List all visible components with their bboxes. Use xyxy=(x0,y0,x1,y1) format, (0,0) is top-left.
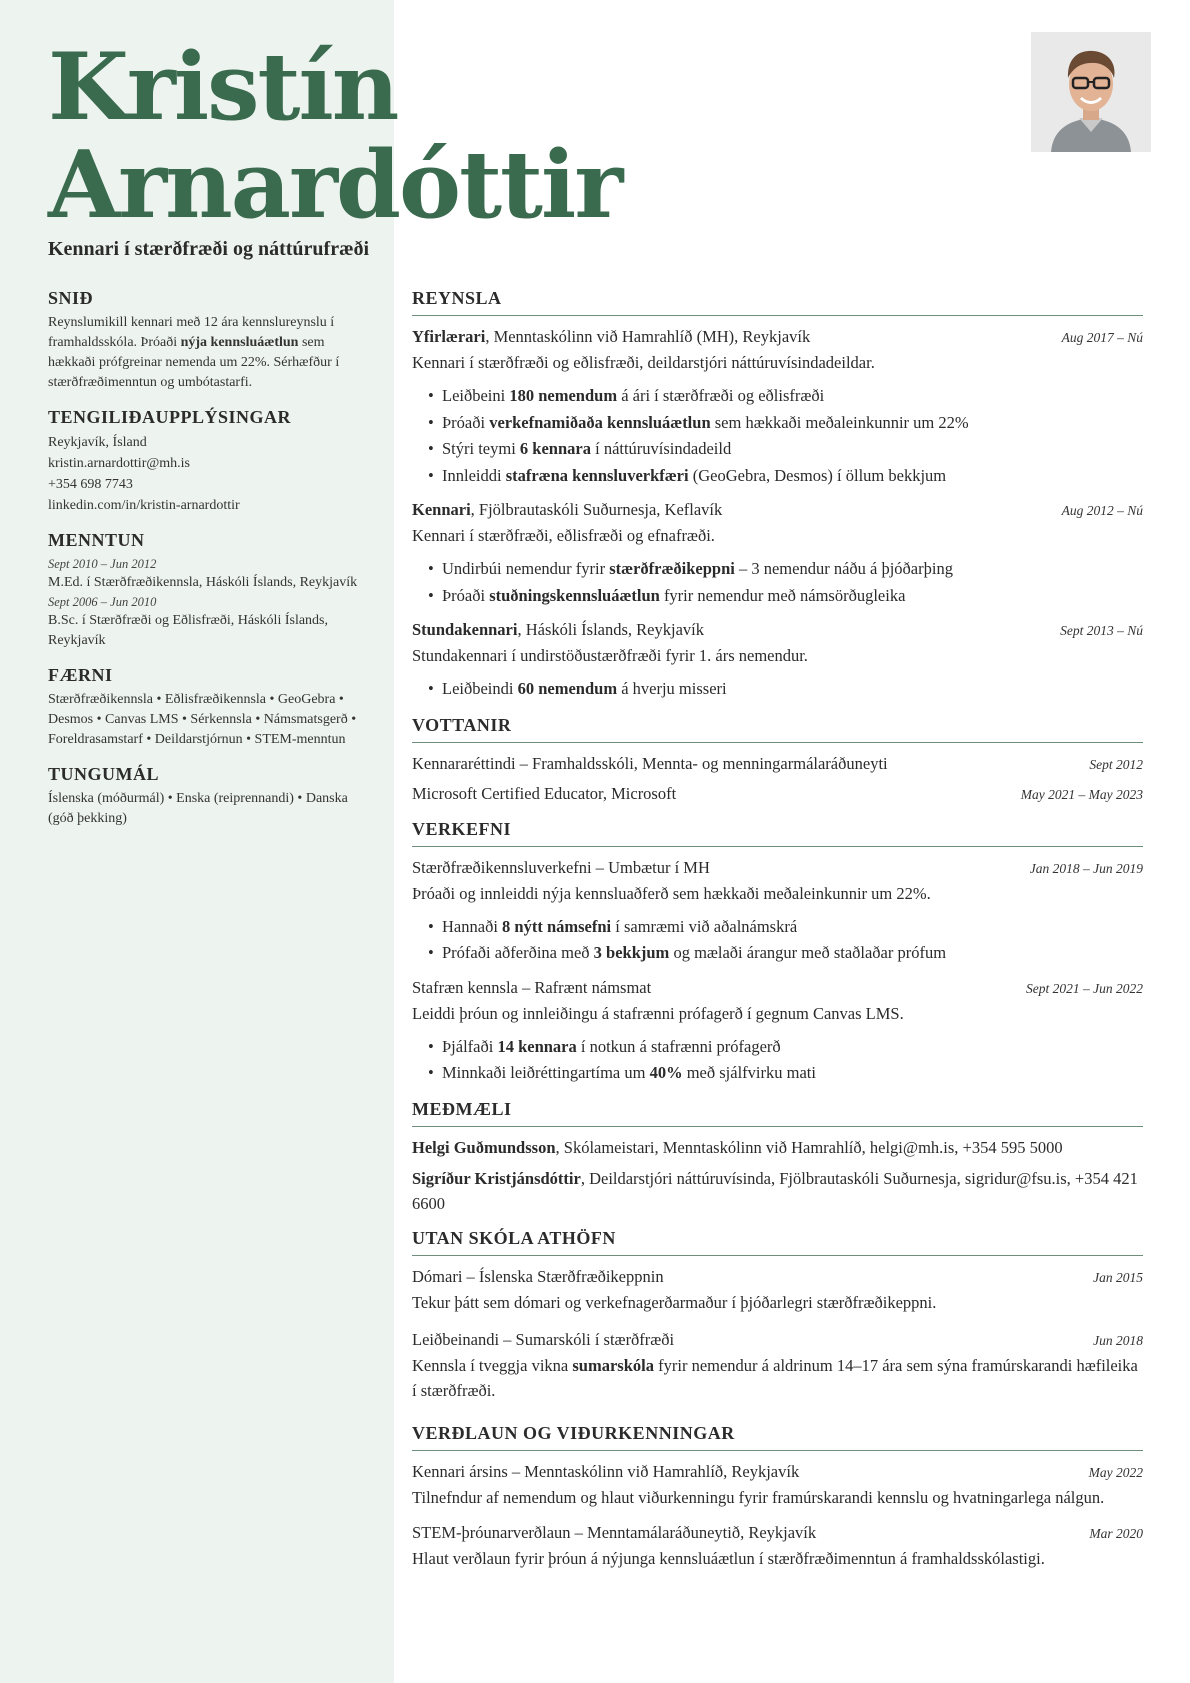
contact-linkedin[interactable]: linkedin.com/in/kristin-arnardottir xyxy=(48,498,240,513)
education-degree: B.Sc. í Stærðfræði og Eðlisfræði, Háskóli Íslands, Reykjavík xyxy=(48,613,328,648)
job-title-line: Stundakennari, Háskóli Íslands, Reykjavík xyxy=(412,620,704,639)
list-item: • Þróaði verkefnamiðaða kennsluáætlun sem hækkaði meðaleinkunnir um 22% xyxy=(428,410,1143,437)
list-item: • Innleiddi stafræna kennsluverkfæri (GeoGebra, Desmos) í öllum bekkjum xyxy=(428,463,1143,490)
job-bullets xyxy=(428,556,1143,609)
awards-heading: VERÐLAUN OG VIÐURKENNINGAR xyxy=(412,1421,1143,1451)
job-entry xyxy=(412,497,1143,609)
job-entry xyxy=(412,324,1143,489)
projects-section xyxy=(412,817,1143,1087)
award-description: Tilnefndur af nemendum og hlaut viðurkenningu fyrir framúrskarandi kennslu og hvatningarlega nálgun. xyxy=(412,1487,1105,1507)
resume-header xyxy=(48,32,748,261)
award-title: Kennari ársins – Menntaskólinn við Hamrahlíð, Reykjavík xyxy=(412,1461,800,1481)
list-item: • Prófaði aðferðina með 3 bekkjum og mælaði árangur með staðlaðar prófum xyxy=(428,940,1143,967)
certifications-section xyxy=(412,713,1143,807)
activity-title: Leiðbeinandi – Sumarskóli í stærðfræði xyxy=(412,1329,675,1349)
certification-item: Kennararéttindi – Framhaldsskóli, Mennta- og menningarmálaráðuneyti Sept 2012 xyxy=(412,751,1143,777)
skills-heading: FÆRNI xyxy=(48,665,113,685)
education-degree: M.Ed. í Stærðfræðikennsla, Háskóli Íslands, Reykjavík xyxy=(48,575,358,590)
main-content xyxy=(412,286,1143,1581)
contact-section xyxy=(48,407,374,516)
contact-email[interactable]: kristin.arnardottir@mh.is xyxy=(48,456,190,471)
projects-heading: VERKEFNI xyxy=(412,817,1143,847)
job-date: Sept 2013 – Nú xyxy=(1060,623,1143,638)
project-title: Stærðfræðikennsluverkefni – Umbætur í MH xyxy=(412,857,710,877)
job-entry xyxy=(412,617,1143,703)
award-title: STEM-þróunarverðlaun – Menntamálaráðuneytið, Reykjavík xyxy=(412,1522,817,1542)
job-date: Aug 2012 – Nú xyxy=(1061,503,1143,518)
list-item: • Stýri teymi 6 kennara í náttúruvísindadeild xyxy=(428,436,1143,463)
job-date: Aug 2017 – Nú xyxy=(1061,330,1143,345)
project-bullets xyxy=(428,1034,1143,1087)
skills-list: Stærðfræðikennsla • Eðlisfræðikennsla • GeoGebra • Desmos • Canvas LMS • Sérkennsla • Námsmatsgerð • Foreldrasamstarf • Deildarstjórnun • STEM-menntun xyxy=(48,692,357,747)
contact-location: Reykjavík, Ísland xyxy=(48,435,147,450)
skills-section xyxy=(48,665,374,750)
certification-item: Microsoft Certified Educator, Microsoft May 2021 – May 2023 xyxy=(412,781,1143,807)
first-name: Kristín xyxy=(48,32,398,141)
languages-heading: TUNGUMÁL xyxy=(48,764,159,784)
experience-heading: REYNSLA xyxy=(412,286,1143,316)
contact-phone[interactable]: +354 698 7743 xyxy=(48,477,133,492)
job-title-line: Yfirlærari, Menntaskólinn við Hamrahlíð (MH), Reykjavík xyxy=(412,327,811,346)
activities-heading: UTAN SKÓLA ATHÖFN xyxy=(412,1226,1143,1256)
job-description: Stundakennari í undirstöðustærðfræði fyrir 1. árs nemendur. xyxy=(412,646,808,665)
award-date: May 2022 xyxy=(1088,1464,1143,1480)
education-date: Sept 2006 – Jun 2010 xyxy=(48,595,157,609)
project-description: Þróaði og innleiddi nýja kennsluaðferð sem hækkaði meðaleinkunnir um 22%. xyxy=(412,883,931,903)
languages-list: Íslenska (móðurmál) • Enska (reiprennandi) • Danska (góð þekking) xyxy=(48,791,348,826)
certification-date: May 2021 – May 2023 xyxy=(1020,786,1143,802)
activity-date: Jan 2015 xyxy=(1093,1269,1143,1285)
awards-section xyxy=(412,1421,1143,1571)
reference-item: Helgi Guðmundsson, Skólameistari, Menntaskólinn við Hamrahlíð, helgi@mh.is, +354 595 5000 xyxy=(412,1137,1063,1157)
activity-description: Kennsla í tveggja vikna sumarskóla fyrir nemendur á aldrinum 14–17 ára sem sýna framúrskarandi hæfileika í stærðfræði. xyxy=(412,1355,1138,1400)
profile-heading: SNIÐ xyxy=(48,288,94,308)
job-description: Kennari í stærðfræði og eðlisfræði, deildarstjóri náttúruvísindadeildar. xyxy=(412,353,875,372)
activities-section xyxy=(412,1226,1143,1403)
job-description: Kennari í stærðfræði, eðlisfræði og efnafræði. xyxy=(412,526,715,545)
list-item: • Undirbúi nemendur fyrir stærðfræðikeppni – 3 nemendur náðu á þjóðarþing xyxy=(428,556,1143,583)
activity-title: Dómari – Íslenska Stærðfræðikeppnin xyxy=(412,1266,664,1286)
last-name: Arnardóttir xyxy=(48,130,622,239)
list-item: • Leiðbeini 180 nemendum á ári í stærðfræði og eðlisfræði xyxy=(428,383,1143,410)
profile-photo xyxy=(1031,32,1151,152)
list-item: • Þróaði stuðningskennsluáætlun fyrir nemendur með námsörðugleika xyxy=(428,583,1143,610)
award-entry xyxy=(412,1520,1143,1571)
job-title-line: Kennari, Fjölbrautaskóli Suðurnesja, Keflavík xyxy=(412,500,723,519)
list-item: • Hannaði 8 nýtt námsefni í samræmi við aðalnámskrá xyxy=(428,914,1143,941)
job-subtitle: Kennari í stærðfræði og náttúrufræði xyxy=(48,238,370,260)
references-heading: MEÐMÆLI xyxy=(412,1097,1143,1127)
references-section xyxy=(412,1097,1143,1216)
job-bullets xyxy=(428,676,1143,703)
education-date: Sept 2010 – Jun 2012 xyxy=(48,557,157,571)
project-entry xyxy=(412,855,1143,967)
sidebar xyxy=(48,288,374,843)
list-item: • Þjálfaði 14 kennara í notkun á stafrænni prófagerð xyxy=(428,1034,1143,1061)
reference-item: Sigríður Kristjánsdóttir, Deildarstjóri náttúruvísinda, Fjölbrautaskóli Suðurnesja, sigridur@fsu.is, +354 421 6600 xyxy=(412,1168,1138,1213)
project-entry xyxy=(412,975,1143,1087)
project-date: Jan 2018 – Jun 2019 xyxy=(1029,860,1143,876)
award-date: Mar 2020 xyxy=(1089,1525,1143,1541)
languages-section xyxy=(48,764,374,829)
education-heading: MENNTUN xyxy=(48,530,145,550)
profile-photo-icon xyxy=(1031,32,1151,152)
list-item: • Minnkaði leiðréttingartíma um 40% með sjálfvirku mati xyxy=(428,1060,1143,1087)
project-description: Leiddi þróun og innleiðingu á stafrænni prófagerð í gegnum Canvas LMS. xyxy=(412,1003,904,1023)
certifications-heading: VOTTANIR xyxy=(412,713,1143,743)
award-entry xyxy=(412,1459,1143,1510)
certification-date: Sept 2012 xyxy=(1089,756,1143,772)
activity-description: Tekur þátt sem dómari og verkefnagerðarmaður í þjóðarlegri stærðfræðikeppni. xyxy=(412,1292,937,1312)
profile-section xyxy=(48,288,374,393)
project-title: Stafræn kennsla – Rafrænt námsmat xyxy=(412,977,652,997)
award-description: Hlaut verðlaun fyrir þróun á nýjunga kennsluáætlun í stærðfræðimenntun á framhaldsskólastigi. xyxy=(412,1548,1045,1568)
activity-date: Jun 2018 xyxy=(1093,1332,1143,1348)
job-bullets xyxy=(428,383,1143,489)
activity-entry xyxy=(412,1327,1143,1403)
contact-heading: TENGILIÐAUPPLÝSINGAR xyxy=(48,407,292,427)
profile-summary: Reynslumikill kennari með 12 ára kennslureynslu í framhaldsskóla. Þróaði nýja kennsluáætlun sem hækkaði prófgreinar nemenda um 22%. Sérhæfður í stærðfræðimenntun og umbótastarfi. xyxy=(48,315,340,390)
activity-entry xyxy=(412,1264,1143,1315)
project-bullets xyxy=(428,914,1143,967)
project-date: Sept 2021 – Jun 2022 xyxy=(1026,980,1143,996)
list-item: • Leiðbeindi 60 nemendum á hverju misseri xyxy=(428,676,1143,703)
experience-section xyxy=(412,286,1143,703)
education-section xyxy=(48,530,374,651)
